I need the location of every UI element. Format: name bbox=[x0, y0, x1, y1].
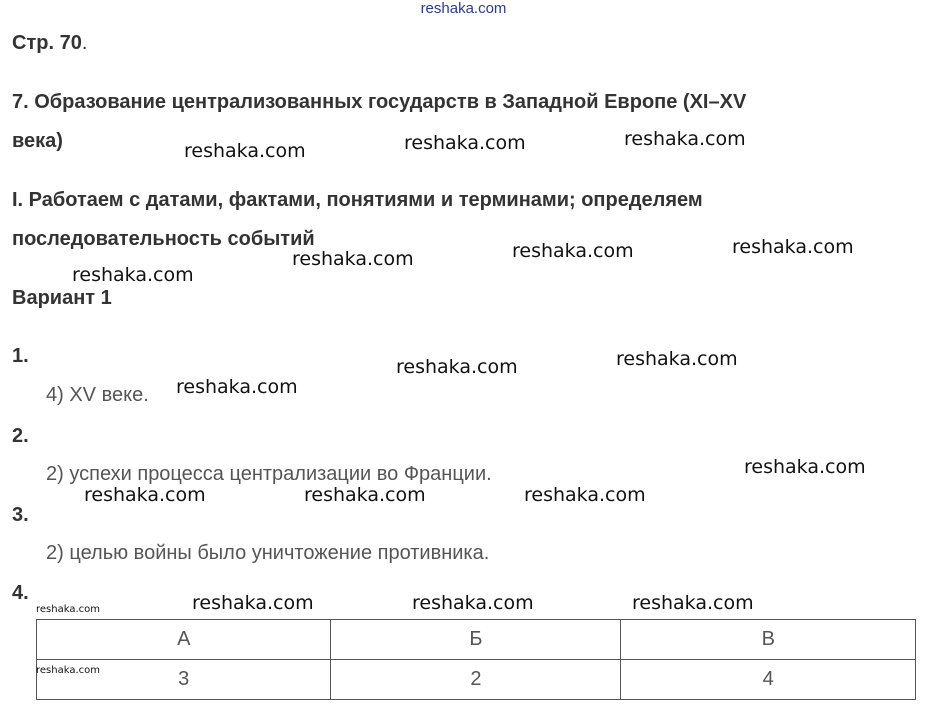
watermark: reshaka.com bbox=[732, 236, 854, 258]
item-number-3: 3. bbox=[12, 504, 29, 526]
chapter-title-line1: 7. Образование централизованных государств в Западной Европе (XI–XV bbox=[12, 91, 747, 113]
answer-table bbox=[36, 619, 916, 700]
watermark: reshaka.com bbox=[744, 456, 866, 478]
variant-heading: Вариант 1 bbox=[12, 287, 112, 309]
table-header-row bbox=[37, 620, 916, 660]
watermark: reshaka.com bbox=[192, 592, 314, 614]
watermark: reshaka.com bbox=[72, 264, 194, 286]
item-number-4: 4. bbox=[12, 582, 29, 604]
item-number-2: 2. bbox=[12, 425, 29, 447]
chapter-title-line2: века) bbox=[12, 130, 63, 152]
watermark: reshaka.com bbox=[396, 356, 518, 378]
section-title-line1: I. Работаем с датами, фактами, понятиями и терминами; определяем bbox=[12, 189, 703, 211]
watermark: reshaka.com bbox=[404, 132, 526, 154]
watermark-small: reshaka.com bbox=[36, 665, 100, 676]
site-watermark-top: reshaka.com bbox=[420, 0, 507, 17]
item-number-1: 1. bbox=[12, 345, 29, 367]
table-header-cell: Б bbox=[331, 620, 621, 660]
watermark-small: reshaka.com bbox=[36, 604, 100, 615]
watermark: reshaka.com bbox=[176, 376, 298, 398]
table-value-cell: 2 bbox=[331, 660, 621, 700]
item-answer-1: 4) XV веке. bbox=[46, 384, 149, 406]
table-value-cell: 4 bbox=[621, 660, 916, 700]
watermark: reshaka.com bbox=[632, 592, 754, 614]
table-value-cell: 3 bbox=[37, 660, 331, 700]
watermark: reshaka.com bbox=[512, 240, 634, 262]
watermark: reshaka.com bbox=[524, 484, 646, 506]
watermark: reshaka.com bbox=[292, 248, 414, 270]
item-answer-3: 2) целью войны было уничтожение противника. bbox=[46, 542, 490, 564]
watermark: reshaka.com bbox=[412, 592, 534, 614]
watermark: reshaka.com bbox=[184, 140, 306, 162]
watermark: reshaka.com bbox=[624, 128, 746, 150]
watermark: reshaka.com bbox=[304, 484, 426, 506]
watermark: reshaka.com bbox=[616, 348, 738, 370]
section-title-line2: последовательность событий bbox=[12, 228, 315, 250]
watermark: reshaka.com bbox=[84, 484, 206, 506]
table-header-cell: В bbox=[621, 620, 916, 660]
table-header-cell: А bbox=[37, 620, 331, 660]
page-reference: Стр. 70. bbox=[12, 32, 88, 54]
item-answer-2: 2) успехи процесса централизации во Франции. bbox=[46, 463, 492, 485]
table-value-row bbox=[37, 660, 916, 700]
